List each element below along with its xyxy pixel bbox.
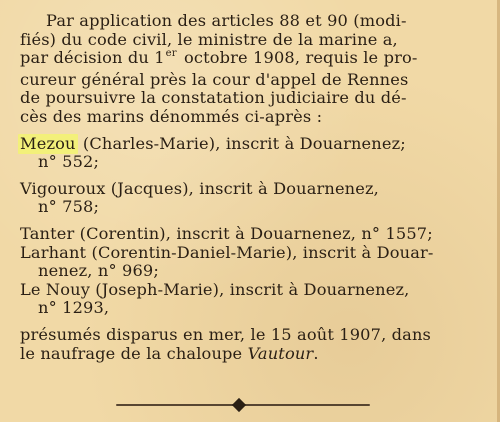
entry-5-line-2: n° 1293, — [38, 298, 110, 318]
diamond-ornament-icon — [232, 398, 246, 412]
entry-4-line-2: nenez, n° 969; — [38, 261, 159, 281]
intro-line-1: Par application des articles 88 et 90 (modi- — [46, 11, 407, 30]
intro-line-3-after: octobre 1908, requis le pro- — [178, 48, 418, 68]
entry-4-line-1: Larhant (Corentin-Daniel-Marie), inscrit à Douar- — [20, 242, 434, 262]
section-divider — [116, 400, 370, 410]
intro-line-4: cureur général près la cour d'appel de Rennes — [20, 69, 409, 89]
entry-5-line-1: Le Nouy (Joseph-Marie), inscrit à Douarnenez, — [20, 279, 410, 299]
closing-line-2-before: le naufrage de la chaloupe — [20, 343, 248, 363]
intro-line-5: de poursuivre la constatation judiciaire du dé- — [20, 88, 407, 108]
entry-2-line-2: n° 758; — [38, 197, 100, 217]
closing-line-2 — [20, 345, 482, 364]
intro-line-2: fiés) du code civil, le ministre de la marine a, — [20, 29, 398, 49]
entry-2-line-1: Vigouroux (Jacques), inscrit à Douarnenez, — [20, 178, 379, 198]
intro-line-3-before: par décision du 1 — [20, 48, 165, 68]
intro-line-6: cès des marins dénommés ci-après : — [20, 106, 323, 126]
entry-1-line-2: n° 552; — [38, 152, 100, 172]
entry-1-text: (Charles-Marie), inscrit à Douarnenez; — [77, 133, 406, 153]
closing-line-1: présumés disparus en mer, le 15 août 1907, dans — [20, 324, 432, 344]
closing-line-2-after: . — [313, 343, 319, 363]
ordinal-suffix: er — [165, 48, 177, 60]
entry-3-line-1: Tanter (Corentin), inscrit à Douarnenez, n° 1557; — [20, 223, 433, 243]
intro-line-3 — [20, 49, 482, 71]
boat-name: Vautour — [247, 343, 314, 363]
article-text — [20, 12, 482, 363]
highlighted-name: Mezou — [20, 133, 76, 153]
entry-1-line-1 — [20, 135, 482, 154]
